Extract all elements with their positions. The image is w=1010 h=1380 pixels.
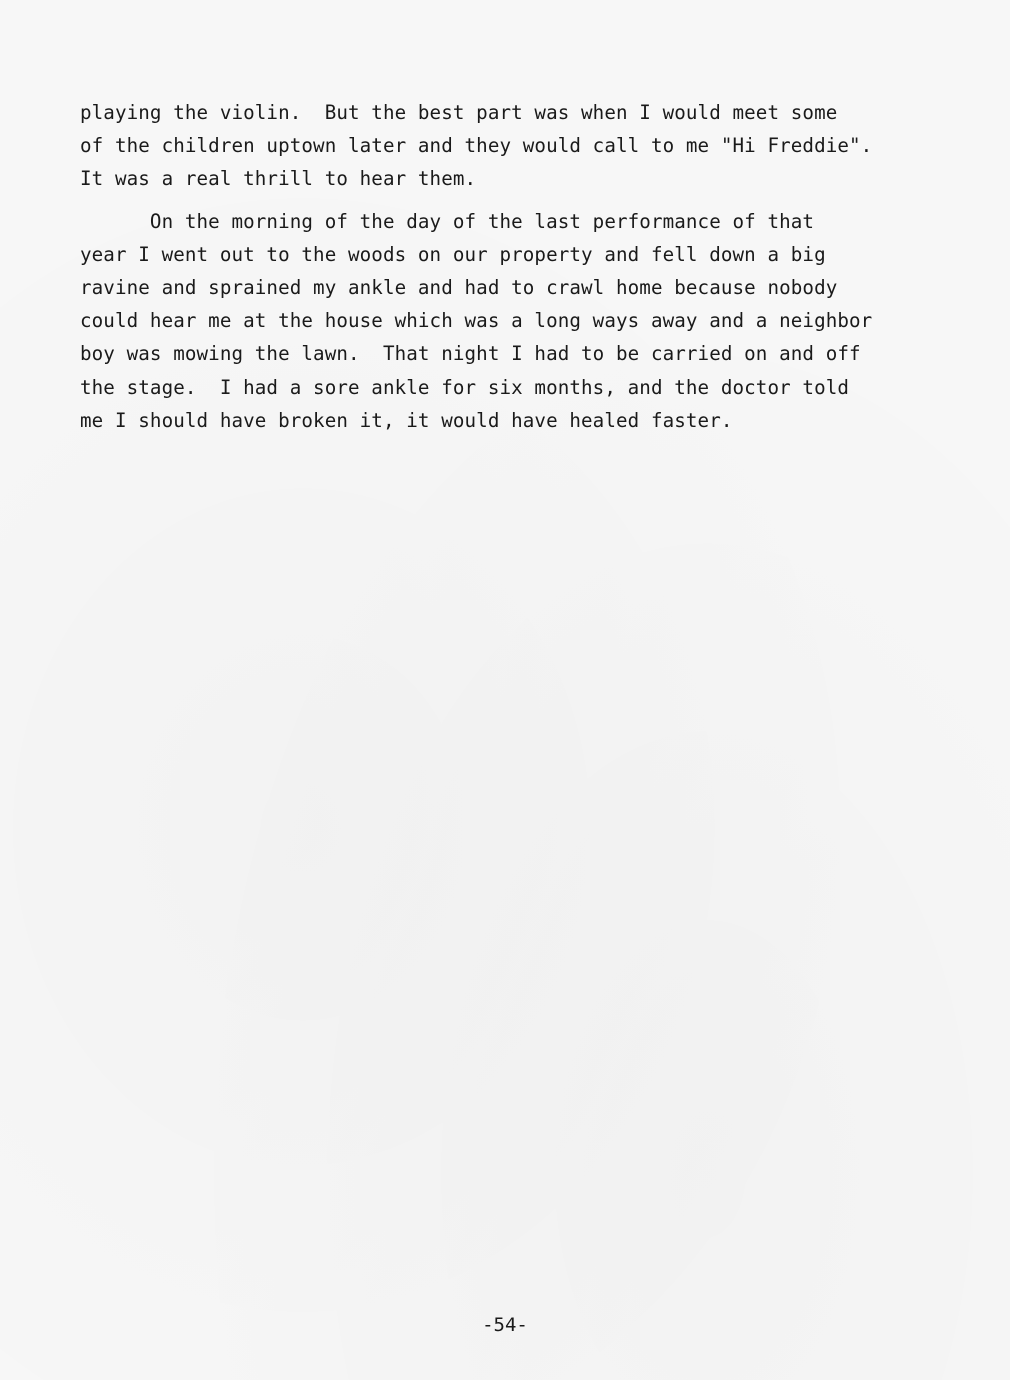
paragraph-2 — [80, 205, 990, 437]
body-text — [80, 96, 990, 437]
page-number: -54- — [482, 1314, 528, 1336]
text-line: me I should have broken it, it would have healed faster. — [80, 408, 733, 432]
paragraph-spacer — [80, 196, 990, 205]
text-line: It was a real thrill to hear them. — [80, 167, 477, 191]
text-line: the stage. I had a sore ankle for six months, and the doctor told — [80, 375, 850, 399]
text-line: boy was mowing the lawn. That night I had to be carried on and off — [80, 342, 861, 366]
paragraph-1 — [80, 96, 990, 196]
text-line: year I went out to the woods on our property and fell down a big — [80, 242, 826, 266]
text-line: of the children uptown later and they would call to me "Hi Freddie". — [80, 134, 873, 158]
text-line: ravine and sprained my ankle and had to crawl home because nobody — [80, 275, 838, 299]
text-line: playing the violin. But the best part was when I would meet some — [80, 101, 838, 124]
text-line: could hear me at the house which was a long ways away and a neighbor — [80, 309, 873, 333]
text-line: On the morning of the day of the last performance of that — [80, 209, 815, 233]
